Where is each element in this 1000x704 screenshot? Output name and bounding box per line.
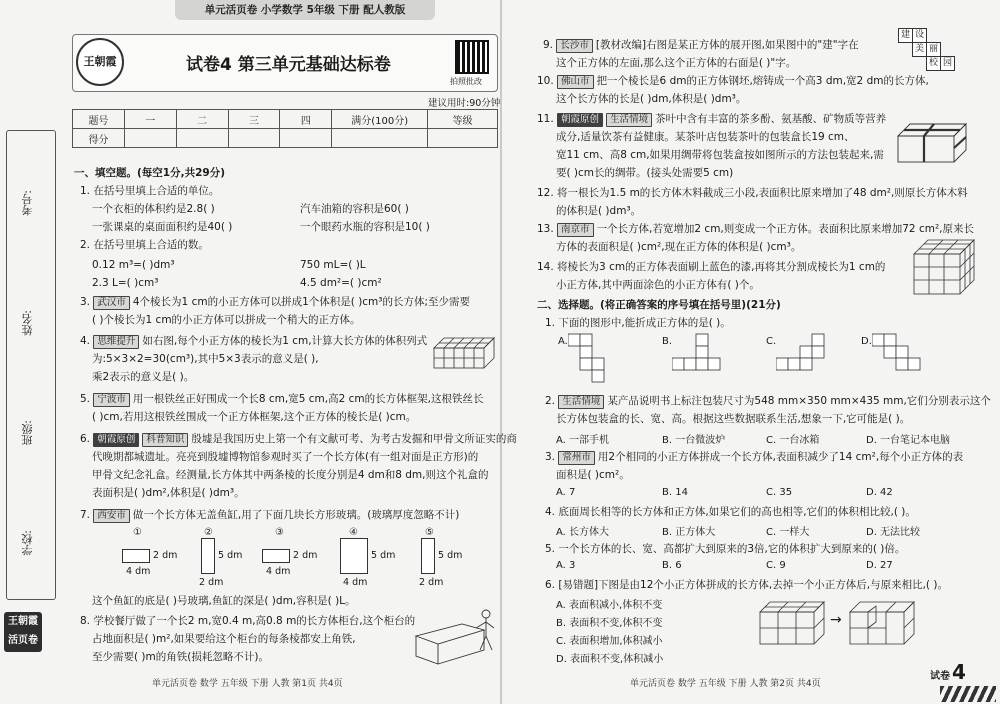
score-header-cell: 题号: [73, 110, 125, 129]
q5-region-tag: 宁波市: [93, 393, 130, 407]
cube-net: [898, 28, 988, 70]
q7-label-1: ①: [133, 527, 142, 538]
paper-number: 4: [952, 660, 966, 684]
c6-cuboid-before: [758, 600, 826, 646]
r-q9: [543, 38, 859, 53]
glass-panel-4: [340, 538, 368, 574]
q1-d: 一个眼药水瓶的容积是10( ): [300, 221, 430, 233]
c3-option-c[interactable]: C. 35: [766, 487, 793, 498]
score-cell[interactable]: [332, 129, 428, 148]
r-q9-number: 9.: [543, 39, 554, 51]
class-label: 班级:: [21, 420, 34, 446]
score-header-cell: 三: [228, 110, 280, 129]
c3-option-a[interactable]: A. 7: [556, 487, 576, 498]
r-q13-region-tag: 南京市: [557, 223, 594, 237]
glass1-width: 4 dm: [126, 566, 151, 577]
score-cell[interactable]: [176, 129, 228, 148]
glass4-width: 4 dm: [343, 577, 368, 588]
brand-logo: 王朝霞: [76, 38, 124, 86]
r-q10-text: 把一个棱长是6 dm的正方体钢坯,熔铸成一个高3 dm,宽2 dm的长方体,: [596, 75, 929, 87]
r-q12-number: 12.: [537, 187, 554, 199]
c5-stem: 5. 一个长方体的长、宽、高都扩大到原来的3倍,它的体积扩大到原来的( )倍。: [545, 543, 906, 555]
footer-left: 单元活页卷 数学 五年级 下册 人教 第1页 共4页: [152, 679, 343, 689]
series-badge: [4, 612, 42, 652]
c4-option-b[interactable]: B. 正方体大: [662, 527, 716, 538]
r-q14-line2: 小正方体,其中两面涂色的小正方体有( )个。: [556, 279, 760, 291]
glass-panel-5: [421, 538, 435, 574]
c1-net-b: [672, 332, 724, 376]
score-row-label: 得分: [73, 129, 125, 148]
q4-line2: 为:5×3×2=30(cm³),其中5×3表示的意义是( ),: [92, 353, 319, 365]
c3: [545, 450, 963, 465]
exam-no-label: 考号:: [21, 190, 34, 216]
paper-number-label: 试卷: [930, 671, 950, 682]
c2-number: 2.: [545, 395, 556, 407]
r-q11-tag-original: 朝霞原创: [557, 113, 603, 127]
c3-option-b[interactable]: B. 14: [662, 487, 688, 498]
series-badge-top: 王朝霞: [8, 616, 38, 627]
q6-line4: 表面积是( )dm²,体积是( )dm³。: [92, 487, 245, 499]
q8-line2: 占地面积是( )m²,如果要给这个柜台的每条棱都安上角铁,: [92, 633, 356, 645]
r-q13-number: 13.: [537, 223, 554, 235]
section2-title: 二、选择题。(将正确答案的序号填在括号里)(21分): [537, 299, 781, 311]
paper-title: 试卷4 第三单元基础达标卷: [186, 55, 391, 75]
qr-label: 拍照批改: [450, 77, 482, 86]
arrow-icon: →: [830, 612, 842, 628]
q2-stem: 2. 在括号里填上合适的数。: [80, 239, 209, 251]
q4: 4. 思维提升 如右图,每个小正方体的棱长为1 cm,计算大长方体的体积列式: [80, 335, 428, 347]
q1-c: 一张课桌的桌面面积约是40( ): [92, 221, 233, 233]
q6-line3: 甲骨文纪念礼盒。经测量,长方体其中两条棱的长度分别是4 dm和8 dm,则这个礼盒的: [92, 469, 489, 481]
c5-option-d[interactable]: D. 27: [866, 560, 893, 571]
page-spine: [500, 0, 502, 704]
q1-stem: 1. 在括号里填上合适的单位。: [80, 185, 220, 197]
q6-tag-science: 科普知识: [142, 433, 188, 447]
decorative-stripes: [940, 686, 996, 702]
q7-label-5: ⑤: [425, 527, 434, 538]
c1-option-a[interactable]: A.: [558, 336, 568, 347]
c1-net-d: [872, 332, 924, 376]
q2-b: 750 mL=( )L: [300, 259, 366, 271]
r-q13: [537, 222, 974, 237]
q7-region-tag: 西安市: [93, 509, 130, 523]
c6-option-a[interactable]: A. 表面积减小,体积不变: [556, 600, 663, 611]
glass4-height: 5 dm: [371, 550, 396, 561]
c6-stem: 6. [易错题]下图是由12个小正方体拼成的长方体,去掉一个小正方体后,与原来相比,( )。: [545, 579, 948, 591]
q7-answer-line: 这个鱼缸的底是( )号玻璃,鱼缸的深是( )dm,容积是( )L。: [92, 595, 356, 607]
score-cell[interactable]: [228, 129, 280, 148]
q6-line2: 代晚期都城遗址。亮亮到殷墟博物馆参观时买了一个长方体(有一组对面是正方形)的: [92, 451, 479, 463]
footer-right: 单元活页卷 数学 五年级 下册 人教 第2页 共4页: [630, 679, 821, 689]
r-q12-text: 将一根长为1.5 m的长方体木料截成三小段,表面积比原来增加了48 dm²,则原长方体木料: [557, 187, 968, 199]
score-header-cell: 满分(100分): [332, 110, 428, 129]
q3: 3. 武汉市 4个棱长为1 cm的小正方体可以拼成1个体积是( )cm³的长方体;至少需要: [80, 296, 471, 308]
score-header-cell: 四: [280, 110, 332, 129]
q1-a: 一个衣柜的体积约是2.8( ): [92, 203, 215, 215]
r-q11-text: 茶叶中含有丰富的茶多酚、氨基酸、矿物质等营养: [655, 113, 887, 125]
net-cell: 校: [926, 56, 941, 71]
c6-cuboid-after: [848, 600, 916, 646]
glass5-height: 5 dm: [438, 550, 463, 561]
r-q12-line2: 的体积是( )dm³。: [556, 205, 642, 217]
c5-option-b[interactable]: B. 6: [662, 560, 682, 571]
c2: [545, 394, 991, 409]
c2-option-a[interactable]: A. 一部手机: [556, 435, 610, 446]
r-q13-text: 一个长方体,若宽增加2 cm,则变成一个正方体。表面积比原来增加72 cm²,原来长: [596, 223, 975, 235]
suggested-time: 建议用时:90分钟: [428, 98, 501, 109]
c3-option-d[interactable]: D. 42: [866, 487, 893, 498]
c1-option-c[interactable]: C.: [766, 336, 777, 347]
score-header-cell: 一: [124, 110, 176, 129]
c5-option-a[interactable]: A. 3: [556, 560, 576, 571]
q4-line3: 乘2表示的意义是( )。: [92, 371, 195, 383]
glass-panel-3: [262, 549, 290, 563]
r-q11-number: 11.: [537, 113, 554, 125]
score-table: [72, 109, 498, 148]
r-q9-text: [教材改编]右图是某正方体的展开图,如果图中的"建"字在: [595, 39, 859, 51]
binding-strip: [0, 130, 62, 600]
c1-stem: 1. 下面的图形中,能折成正方体的是( )。: [545, 317, 731, 329]
c6-option-c[interactable]: C. 表面积增加,体积减小: [556, 636, 663, 647]
r-q11-line4: 要( )cm长的绸带。(接头处需要5 cm): [556, 167, 734, 179]
q7: 7. 西安市 做一个长方体无盖鱼缸,用了下面几块长方形玻璃。(玻璃厚度忽略不计): [80, 509, 460, 521]
q5-text: 用一根铁丝正好围成一个长8 cm,宽5 cm,高2 cm的长方体框架,这根铁丝长: [132, 393, 484, 405]
q5-line2: ( )cm,若用这根铁丝围成一个正方体框架,这个正方体的棱长是( )cm。: [92, 411, 417, 423]
c2-option-d[interactable]: D. 一台笔记本电脑: [866, 435, 951, 446]
net-cell: 丽: [926, 42, 941, 57]
school-label: 学校:: [21, 530, 34, 556]
r-q10-region-tag: 佛山市: [557, 75, 594, 89]
c1-net-c: [776, 332, 828, 376]
c3-number: 3.: [545, 451, 556, 463]
r-q13-line2: 方体的表面积是( )cm²,现在正方体的体积是( )cm³。: [556, 241, 802, 253]
r-q11: [537, 112, 886, 127]
q8-line3: 至少需要( )m的角铁(损耗忽略不计)。: [92, 651, 269, 663]
glass3-height: 2 dm: [293, 550, 318, 561]
series-badge-bottom: 活页卷: [8, 635, 38, 646]
c1-option-d[interactable]: D.: [861, 336, 872, 347]
q6-text: 殷墟是我国历史上第一个有文献可考、为考古发掘和甲骨文所证实的商: [191, 433, 517, 445]
q4-text: 如右图,每个小正方体的棱长为1 cm,计算大长方体的体积列式: [142, 335, 428, 347]
q3-text: 4个棱长为1 cm的小正方体可以拼成1个体积是( )cm³的长方体;至少需要: [132, 296, 471, 308]
c4-option-a[interactable]: A. 长方体大: [556, 527, 610, 538]
score-cell[interactable]: [280, 129, 332, 148]
c1-net-a: [568, 332, 608, 384]
c3-region-tag: 常州市: [558, 451, 595, 465]
r-q14: [537, 260, 885, 274]
c6-option-b[interactable]: B. 表面积不变,体积不变: [556, 618, 663, 629]
c3-line2: 面积是( )cm²。: [556, 469, 630, 481]
q7-label-2: ②: [204, 527, 213, 538]
score-header-cell: 等级: [428, 110, 498, 129]
c2-text: 某产品说明书上标注包装尺寸为548 mm×350 mm×435 mm,它们分别表示这个: [607, 395, 991, 407]
q6-tag-original: 朝霞原创: [93, 433, 139, 447]
r-q11-tag-life: 生活情境: [606, 113, 652, 127]
gift-box-figure: [896, 122, 968, 164]
q3-line2: ( )个棱长为1 cm的小正方体可以拼成一个稍大的正方体。: [92, 314, 361, 326]
r-q11-line3: 宽11 cm、高8 cm,如果用绸带将包装盒按如图所示的方法包装起来,需: [556, 149, 884, 161]
q2-d: 4.5 dm²=( )cm²: [300, 277, 382, 289]
glass-panel-1: [122, 549, 150, 563]
q2-a: 0.12 m³=( )dm³: [92, 259, 175, 271]
net-cell: 设: [912, 28, 927, 43]
net-cell: 园: [940, 56, 955, 71]
score-header-cell: 二: [176, 110, 228, 129]
net-cell: 美: [912, 42, 927, 57]
c6-option-d[interactable]: D. 表面积不变,体积减小: [556, 654, 664, 665]
r-q11-line2: 成分,适量饮茶有益健康。某茶叶店包装茶叶的包装盒长19 cm、: [556, 131, 855, 143]
glass1-height: 2 dm: [153, 550, 178, 561]
qr-code[interactable]: [455, 40, 489, 74]
r-q9-region-tag: 长沙市: [556, 39, 593, 53]
painted-cube-figure: [912, 238, 976, 296]
c2-tag: 生活情境: [558, 395, 604, 409]
glass-panel-2: [201, 538, 215, 574]
c2-option-c[interactable]: C. 一台冰箱: [766, 435, 820, 446]
q7-text: 做一个长方体无盖鱼缸,用了下面几块长方形玻璃。(玻璃厚度忽略不计): [132, 509, 460, 521]
q6: 6. 朝霞原创 科普知识 殷墟是我国历史上第一个有文献可考、为考古发掘和甲骨文所证实的商: [80, 433, 517, 445]
r-q10: [537, 74, 929, 89]
c4-option-d[interactable]: D. 无法比较: [866, 527, 921, 538]
q1-b: 汽车油箱的容积是60( ): [300, 203, 409, 215]
c3-text: 用2个相同的小正方体拼成一个长方体,表面积减少了14 cm²,每个小正方体的表: [597, 451, 964, 463]
glass5-width: 2 dm: [419, 577, 444, 588]
header-bar: 单元活页卷 小学数学 5年级 下册 配人教版: [175, 0, 435, 20]
q7-label-4: ④: [349, 527, 358, 538]
glass2-width: 2 dm: [199, 577, 224, 588]
q5: 5. 宁波市 用一根铁丝正好围成一个长8 cm,宽5 cm,高2 cm的长方体框架,这根铁丝长: [80, 393, 484, 405]
r-q9-line2: 这个正方体的左面,那么这个正方体的右面是( )"字。: [556, 57, 797, 69]
q7-label-3: ③: [275, 527, 284, 538]
name-label: 姓名:: [21, 310, 34, 336]
r-q10-line2: 这个长方体的长是( )dm,体积是( )dm³。: [556, 93, 747, 105]
paper-number-badge: [930, 660, 966, 684]
q3-region-tag: 武汉市: [93, 296, 130, 310]
r-q14-text: 将棱长为3 cm的正方体表面刷上蓝色的漆,再将其分割成棱长为1 cm的: [557, 261, 886, 273]
glass2-height: 5 dm: [218, 550, 243, 561]
net-cell: 建: [898, 28, 913, 43]
c2-option-b[interactable]: B. 一台微波炉: [662, 435, 726, 446]
q8: 8. 学校餐厅做了一个长2 m,宽0.4 m,高0.8 m的长方体柜台,这个柜台的: [80, 615, 416, 627]
score-cell[interactable]: [124, 129, 176, 148]
q2-c: 2.3 L=( )cm³: [92, 277, 159, 289]
c2-line2: 长方体包装盒的长、宽、高。根据这些数据联系生活,想象一下,它可能是( )。: [556, 413, 911, 425]
c1-option-b[interactable]: B.: [662, 336, 673, 347]
glass3-width: 4 dm: [266, 566, 291, 577]
c5-option-c[interactable]: C. 9: [766, 560, 786, 571]
r-q10-number: 10.: [537, 75, 554, 87]
counter-worker-illustration: [412, 606, 498, 668]
c4-option-c[interactable]: C. 一样大: [766, 527, 810, 538]
score-cell[interactable]: [428, 129, 498, 148]
r-q14-number: 14.: [537, 261, 554, 273]
r-q12: [537, 186, 968, 200]
c4-stem: 4. 底面周长相等的长方体和正方体,如果它们的高也相等,它们的体积相比较,( )。: [545, 506, 916, 518]
section1-title: 一、填空题。(每空1分,共29分): [74, 167, 226, 179]
q4-cuboid-figure: [432, 336, 496, 370]
q4-tag: 思维提升: [93, 335, 139, 349]
